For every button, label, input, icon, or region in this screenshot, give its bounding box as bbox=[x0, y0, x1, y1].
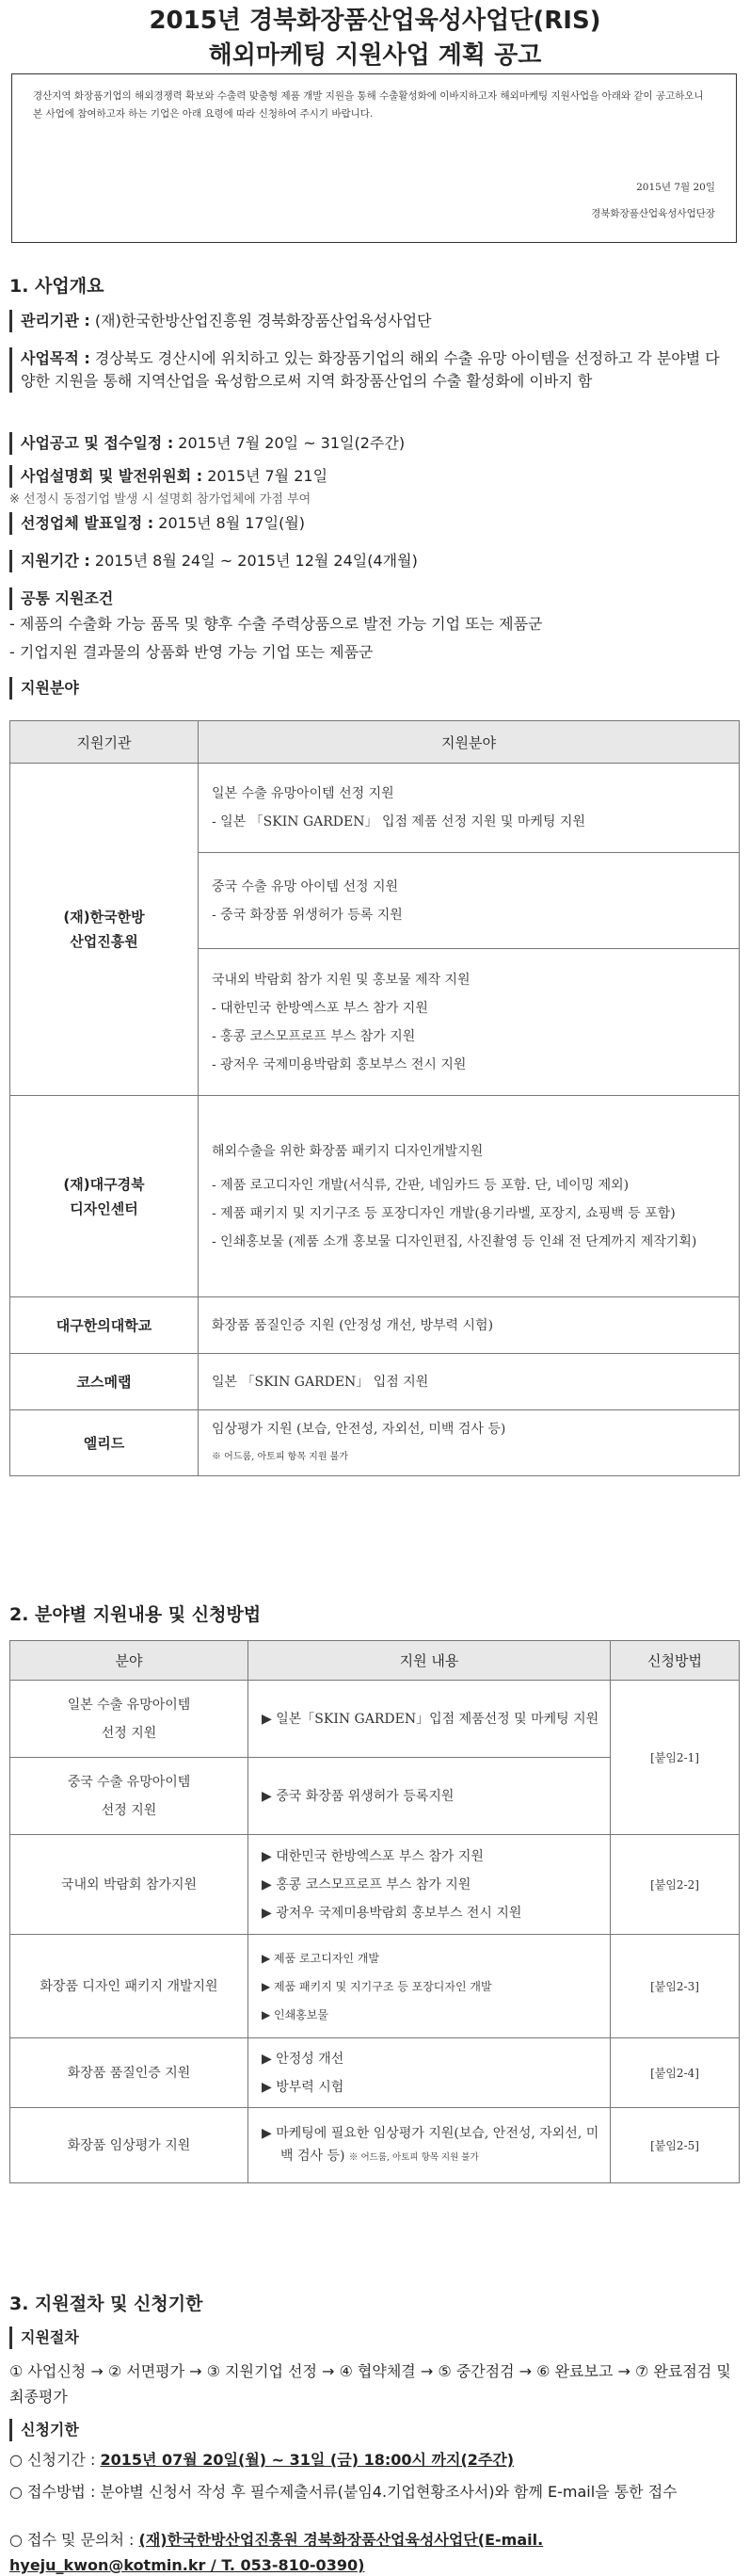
content-cell bbox=[248, 1681, 611, 1758]
field-cell: 화장품 임상평가 지원 bbox=[10, 2108, 248, 2183]
content-item: ▶ 중국 화장품 위생허가 등록지원 bbox=[262, 1788, 455, 1804]
content-item: ▶ 일본「SKIN GARDEN」입점 제품선정 및 마케팅 지원 bbox=[262, 1711, 599, 1727]
col-method: 신청방법 bbox=[611, 1641, 740, 1681]
notice-box bbox=[11, 73, 737, 243]
field-cell bbox=[199, 1096, 740, 1297]
contact-line bbox=[9, 2527, 739, 2576]
purpose-label: 사업목적 : bbox=[21, 349, 90, 367]
section1-heading: 1. 사업개요 bbox=[9, 276, 104, 297]
table-header-row bbox=[10, 721, 740, 764]
notice-date: 2015년 7월 20일 bbox=[636, 182, 715, 193]
fields-label: 지원분야 bbox=[21, 679, 79, 697]
table-row bbox=[10, 2108, 740, 2183]
content-item: ▶ 안정성 개선 bbox=[262, 2051, 344, 2067]
support-content-table bbox=[9, 1640, 740, 2183]
table-row bbox=[10, 1681, 740, 1758]
field-cell bbox=[199, 949, 740, 1096]
agency-label: 관리기관 : bbox=[21, 312, 90, 330]
content-item: ▶ 제품 패키지 및 지기구조 등 포장디자인 개발 bbox=[262, 1979, 492, 1993]
method-line: ○ 접수방법 : 분야별 신청서 작성 후 필수제출서류(붙임4.기업현황조사서)와 함께 E-mail을 통한 접수 bbox=[9, 2483, 678, 2501]
notice-body: 경산지역 화장품기업의 해외경쟁력 확보와 수출력 맞춤형 제품 개발 지원을 통해 수출활성화에 이바지하고자 해외마케팅 지원사업을 아래와 같이 공고하오니 본 사업에 참여하고자 하는 기업은 아래 요령에 따라 신청하여 주시기 바랍니다. bbox=[33, 90, 704, 120]
announce-value: 2015년 8월 17일(월) bbox=[153, 514, 306, 532]
content-item: ▶ 홍콩 코스모프로프 부스 참가 지원 bbox=[262, 1876, 471, 1892]
purpose-value: 경상북도 경산시에 위치하고 있는 화장품기업의 해외 수출 유망 아이템을 선정하고 각 분야별 다양한 지원을 통해 지역산업을 육성함으로써 지역 화장품산업의 수출 활성화에 이바지 함 bbox=[21, 349, 720, 390]
deadline-prefix: ○ 신청기간 : bbox=[9, 2451, 101, 2469]
field-cell bbox=[199, 1410, 740, 1476]
field-item: - 일본 「SKIN GARDEN」 입점 제품 선정 지원 및 마케팅 지원 bbox=[212, 814, 585, 829]
content-item: ▶ 인쇄홍보물 bbox=[262, 2007, 329, 2021]
table-row bbox=[10, 1410, 740, 1476]
table-row bbox=[10, 1835, 740, 1935]
content-cell bbox=[248, 2108, 611, 2183]
method-cell: [붙임2-4] bbox=[611, 2038, 740, 2108]
col-field: 지원분야 bbox=[199, 721, 740, 764]
table-row bbox=[10, 2038, 740, 2108]
col-org: 지원기관 bbox=[10, 721, 199, 764]
method-cell: [붙임2-1] bbox=[611, 1681, 740, 1835]
procedure-label: 지원절차 bbox=[21, 2328, 79, 2346]
table-row bbox=[10, 764, 740, 853]
support-fields-table bbox=[9, 720, 740, 1476]
content-item: ▶ 제품 로고디자인 개발 bbox=[262, 1951, 380, 1965]
field-cell: 화장품 디자인 패키지 개발지원 bbox=[10, 1935, 248, 2038]
purpose-row bbox=[9, 347, 734, 393]
table-header-row bbox=[10, 1641, 740, 1681]
content-cell bbox=[248, 2038, 611, 2108]
conditions-label: 공통 지원조건 bbox=[21, 589, 114, 607]
org-cell-cosmelab: 코스메랩 bbox=[10, 1354, 199, 1410]
procedure-row bbox=[9, 2326, 734, 2349]
field-cell: 일본 「SKIN GARDEN」 입점 지원 bbox=[199, 1354, 740, 1410]
field-head: 해외수출을 위한 화장품 패키지 디자인개발지원 bbox=[212, 1143, 484, 1159]
contact-prefix: ○ 접수 및 문의처 : bbox=[9, 2531, 139, 2549]
condition-2: - 기업지원 결과물의 상품화 반영 가능 기업 또는 제품군 bbox=[9, 643, 374, 661]
content-item: ▶ 방부력 시험 bbox=[262, 2079, 344, 2095]
method-cell: [붙임2-2] bbox=[611, 1835, 740, 1935]
field-cell: 국내외 박람회 참가지원 bbox=[10, 1835, 248, 1935]
field-cell: 화장품 품질인증 지원 (안정성 개선, 방부력 시험) bbox=[199, 1297, 740, 1354]
method-cell: [붙임2-5] bbox=[611, 2108, 740, 2183]
org-cell-kotmin: (재)한국한방 산업진흥원 bbox=[10, 764, 199, 1096]
condition-1: - 제품의 수출화 가능 품목 및 향후 수출 주력상품으로 발전 가능 기업 또는 제품군 bbox=[9, 615, 543, 633]
field-item: - 제품 로고디자인 개발(서식류, 간판, 네임카드 등 포함. 단, 네이밍 제외) bbox=[212, 1177, 630, 1193]
briefing-value: 2015년 7월 21일 bbox=[202, 467, 328, 485]
field-cell bbox=[199, 764, 740, 853]
procedure-steps: ① 사업신청 → ② 서면평가 → ③ 지원기업 선정 → ④ 협약체결 → ⑤ 중간점검 → ⑥ 완료보고 → ⑦ 완료점검 및 최종평가 bbox=[9, 2362, 731, 2406]
col-content: 지원 내용 bbox=[248, 1641, 611, 1681]
table-row bbox=[10, 1096, 740, 1297]
field-item: - 제품 패키지 및 지기구조 등 포장디자인 개발(용기라벨, 포장지, 쇼핑백 등 포함) bbox=[212, 1205, 676, 1221]
org-cell-design-center: (재)대구경북 디자인센터 bbox=[10, 1096, 199, 1297]
field-cell: 일본 수출 유망아이템 선정 지원 bbox=[10, 1681, 248, 1758]
section2-heading: 2. 분야별 지원내용 및 신청방법 bbox=[9, 1604, 262, 1625]
org-cell-daegu-haany: 대구한의대학교 bbox=[10, 1297, 199, 1354]
title-line-2: 해외마케팅 지원사업 계획 공고 bbox=[208, 41, 542, 70]
content-item: ▶ 광저우 국제미용박람회 홍보부스 전시 지원 bbox=[262, 1905, 522, 1921]
content-item: ▶ 대한민국 한방엑스포 부스 참가 지원 bbox=[262, 1848, 484, 1864]
field-item: - 홍콩 코스모프로프 부스 참가 지원 bbox=[212, 1028, 416, 1044]
field-head: 일본 수출 유망아이템 선정 지원 bbox=[212, 786, 394, 801]
announce-label: 선정업체 발표일정 : bbox=[21, 514, 154, 532]
briefing-label: 사업설명회 및 발전위원회 : bbox=[21, 467, 203, 485]
org-cell-ellead: 엘리드 bbox=[10, 1410, 199, 1476]
title-line-1: 2015년 경북화장품산업육성사업단(RIS) bbox=[149, 7, 601, 35]
schedule-row bbox=[9, 432, 734, 455]
conditions-row bbox=[9, 588, 734, 610]
method-cell: [붙임2-3] bbox=[611, 1935, 740, 2038]
content-cell bbox=[248, 1935, 611, 2038]
content-note: ※ 어드룸, 아토피 항목 지원 불가 bbox=[348, 2151, 479, 2163]
field-cell bbox=[199, 853, 740, 949]
field-head: 국내외 박람회 참가 지원 및 홍보물 제작 지원 bbox=[212, 972, 471, 988]
agency-row bbox=[9, 310, 734, 332]
field-item: - 인쇄홍보물 (제품 소개 홍보물 디자인편집, 사진촬영 등 인쇄 전 단계까지 제작기획) bbox=[212, 1233, 697, 1249]
field-item: - 대한민국 한방엑스포 부스 참가 지원 bbox=[212, 1000, 428, 1016]
deadline-value: 2015년 07월 20일(월) ~ 31일 (금) 18:00시 까지(2주간) bbox=[100, 2451, 515, 2469]
period-row bbox=[9, 550, 734, 572]
content-item bbox=[262, 2122, 600, 2169]
schedule-value: 2015년 7월 20일 ~ 31일(2주간) bbox=[173, 434, 406, 452]
field-cell: 중국 수출 유망아이템 선정 지원 bbox=[10, 1758, 248, 1835]
period-label: 지원기간 : bbox=[21, 552, 90, 570]
table-row bbox=[10, 1354, 740, 1410]
field-head: 중국 수출 유망 아이템 선정 지원 bbox=[212, 878, 399, 894]
briefing-note: ※ 선정시 동점기업 발생 시 설명회 참가업체에 가점 부여 bbox=[9, 492, 311, 507]
deadline-label: 신청기한 bbox=[21, 2421, 79, 2439]
announce-row bbox=[9, 512, 734, 535]
table-row bbox=[10, 1297, 740, 1354]
table-row bbox=[10, 1935, 740, 2038]
field-note: ※ 어드룸, 아토피 항목 지원 불가 bbox=[212, 1451, 348, 1462]
briefing-row bbox=[9, 465, 734, 488]
col-field: 분야 bbox=[10, 1641, 248, 1681]
field-item: - 중국 화장품 위생허가 등록 지원 bbox=[212, 907, 403, 923]
field-item: - 광저우 국제미용박람회 홍보부스 전시 지원 bbox=[212, 1056, 467, 1072]
content-cell bbox=[248, 1758, 611, 1835]
content-text: ▶ 마케팅에 필요한 임상평가 지원(보습, 안전성, 자외선, 미백 검사 등) bbox=[262, 2125, 599, 2164]
field-cell: 화장품 품질인증 지원 bbox=[10, 2038, 248, 2108]
field-item: 임상평가 지원 (보습, 안전성, 자외선, 미백 검사 등) bbox=[212, 1421, 506, 1437]
agency-value: (재)한국한방산업진흥원 경북화장품산업육성사업단 bbox=[89, 312, 432, 330]
period-value: 2015년 8월 24일 ~ 2015년 12월 24일(4개월) bbox=[89, 552, 418, 570]
document-title bbox=[0, 0, 750, 73]
deadline-line bbox=[9, 2447, 739, 2472]
section3-heading: 3. 지원절차 및 신청기한 bbox=[9, 2294, 203, 2314]
contact-value: (재)한국한방산업진흥원 경북화장품산업육성사업단(E-mail. hyeju_kwon@kotmin.kr / T. 053-810-0390) bbox=[9, 2531, 544, 2574]
deadline-row bbox=[9, 2419, 734, 2441]
schedule-label: 사업공고 및 접수일정 : bbox=[21, 434, 174, 452]
fields-row bbox=[9, 677, 734, 700]
content-cell bbox=[248, 1835, 611, 1935]
notice-org: 경북화장품산업육성사업단장 bbox=[591, 208, 715, 219]
